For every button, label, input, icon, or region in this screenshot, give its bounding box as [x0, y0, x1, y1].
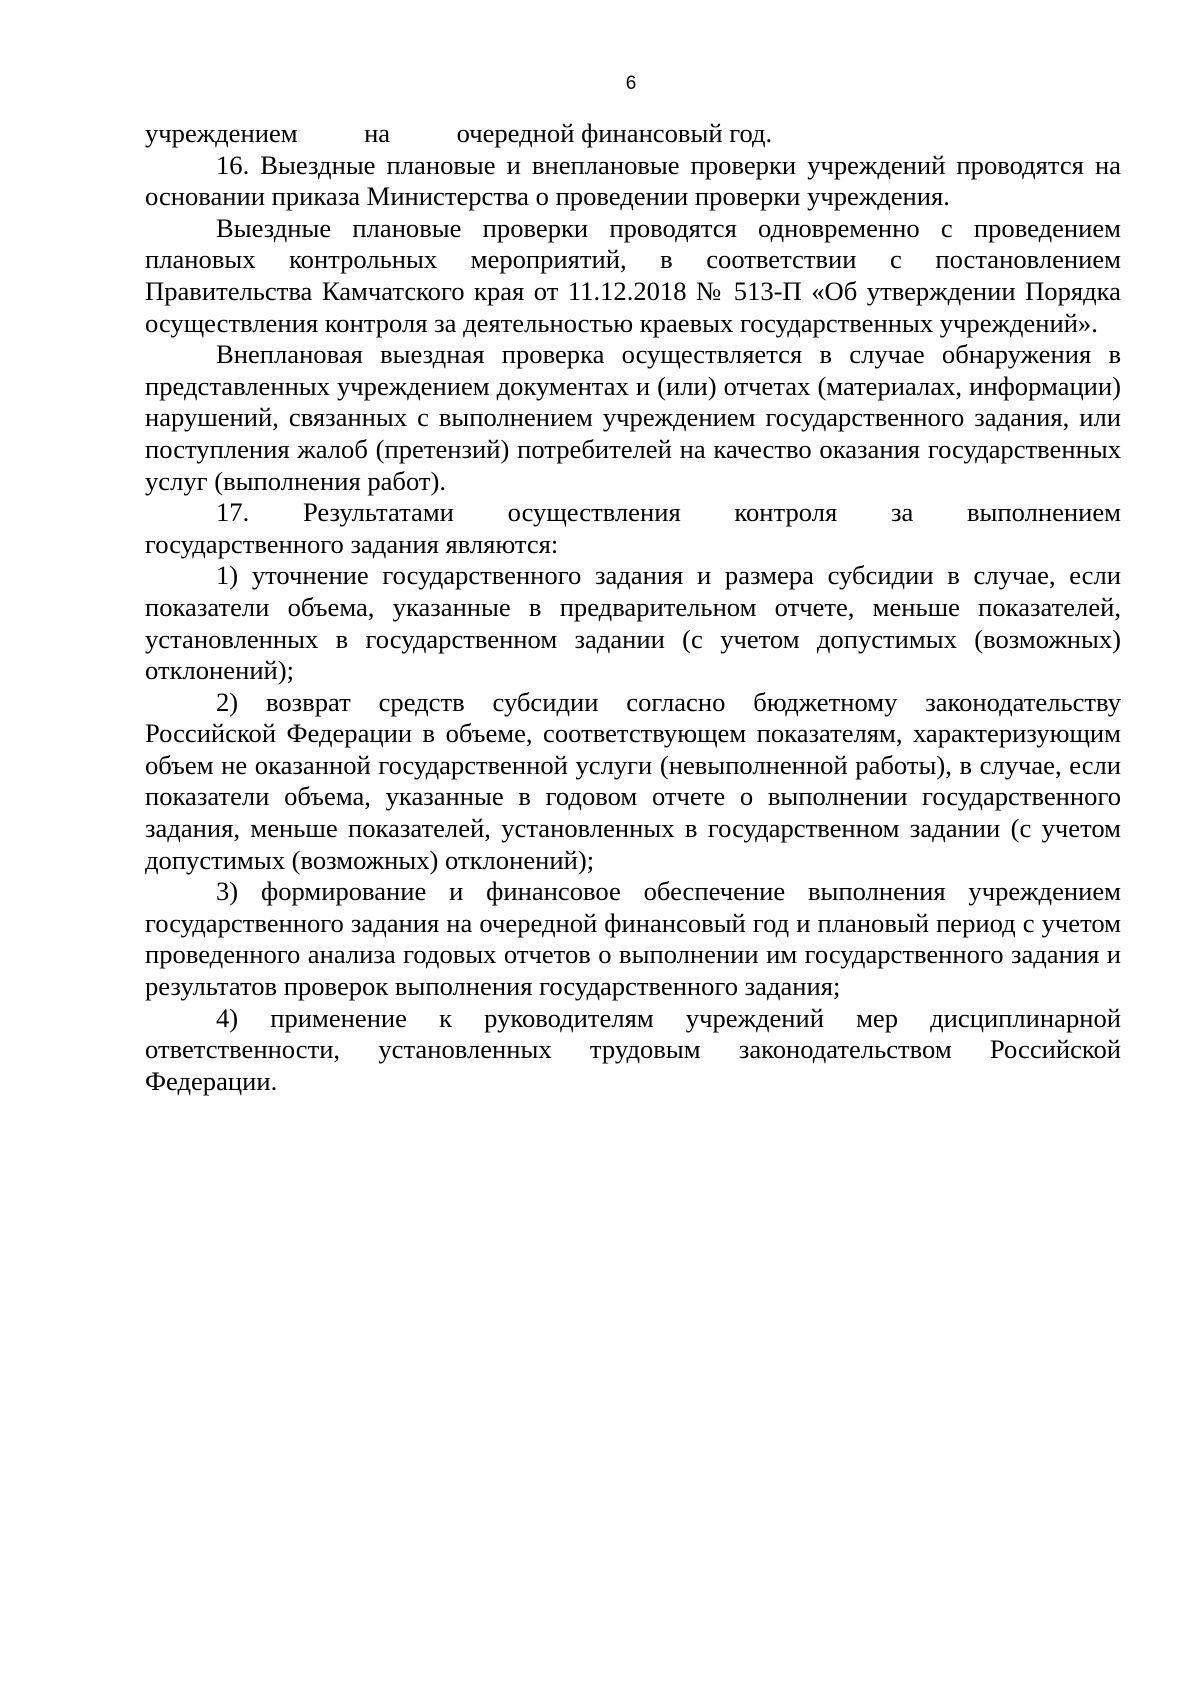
paragraph-17 [145, 497, 1121, 529]
list-item-2: 2) возврат средств субсидии согласно бюджетному законодательству Российской Федерации в объеме, соответствующем показателям, характеризующим объем не оказанной государственной услуги (невыполненной работы), в случае, если показатели объема, указанные в годовом отчете о выполнении государственного задания, меньше показателей, установленных в государственном задании (с учетом допустимых (возможных) отклонений); [145, 686, 1121, 875]
paragraph-17-line-1: 17. Результатами осуществления контроля за выполнением [216, 497, 1121, 528]
lead-word-2: на [364, 118, 391, 148]
paragraph-planned-checks: Выездные плановые проверки проводятся одновременно с проведением плановых контрольных мероприятий, в соответствии с постановлением Правительства Камчатского края от 11.12.2018 № 513-П «Об утверждении Порядка осуществления контроля за деятельностью краевых государственных учреждений». [145, 212, 1121, 338]
list-item-4: 4) применение к руководителям учреждений мер дисциплинарной ответственности, установленных трудовым законодательством Российской Федерации. [145, 1002, 1121, 1096]
list-item-3: 3) формирование и финансовое обеспечение выполнения учреждением государственного задания на очередной финансовый год и плановый период с учетом проведенного анализа годовых отчетов о выполнении им государственного задания и результатов проверок выполнения государственного задания; [145, 876, 1121, 1002]
continued-line [145, 118, 1121, 150]
lead-word-1: учреждением [145, 118, 298, 148]
paragraph-17-continuation: государственного задания являются: [145, 528, 559, 559]
page-number: 6 [625, 73, 637, 94]
lead-word-3: очередной финансовый год. [456, 118, 773, 148]
paragraph-16: 16. Выездные плановые и внеплановые проверки учреждений проводятся на основании приказа Министерства о проведении проверки учреждения. [145, 149, 1121, 212]
list-item-1: 1) уточнение государственного задания и размера субсидии в случае, если показатели объема, указанные в предварительном отчете, меньше показателей, установленных в государственном задании (с учетом допустимых (возможных) отклонений); [145, 560, 1121, 686]
document-body [145, 118, 1121, 1097]
paragraph-unplanned-checks: Внеплановая выездная проверка осуществляется в случае обнаружения в представленных учреждением документах и (или) отчетах (материалах, информации) нарушений, связанных с выполнением учреждением государственного задания, или поступления жалоб (претензий) потребителей на качество оказания государственных услуг (выполнения работ). [145, 339, 1121, 496]
